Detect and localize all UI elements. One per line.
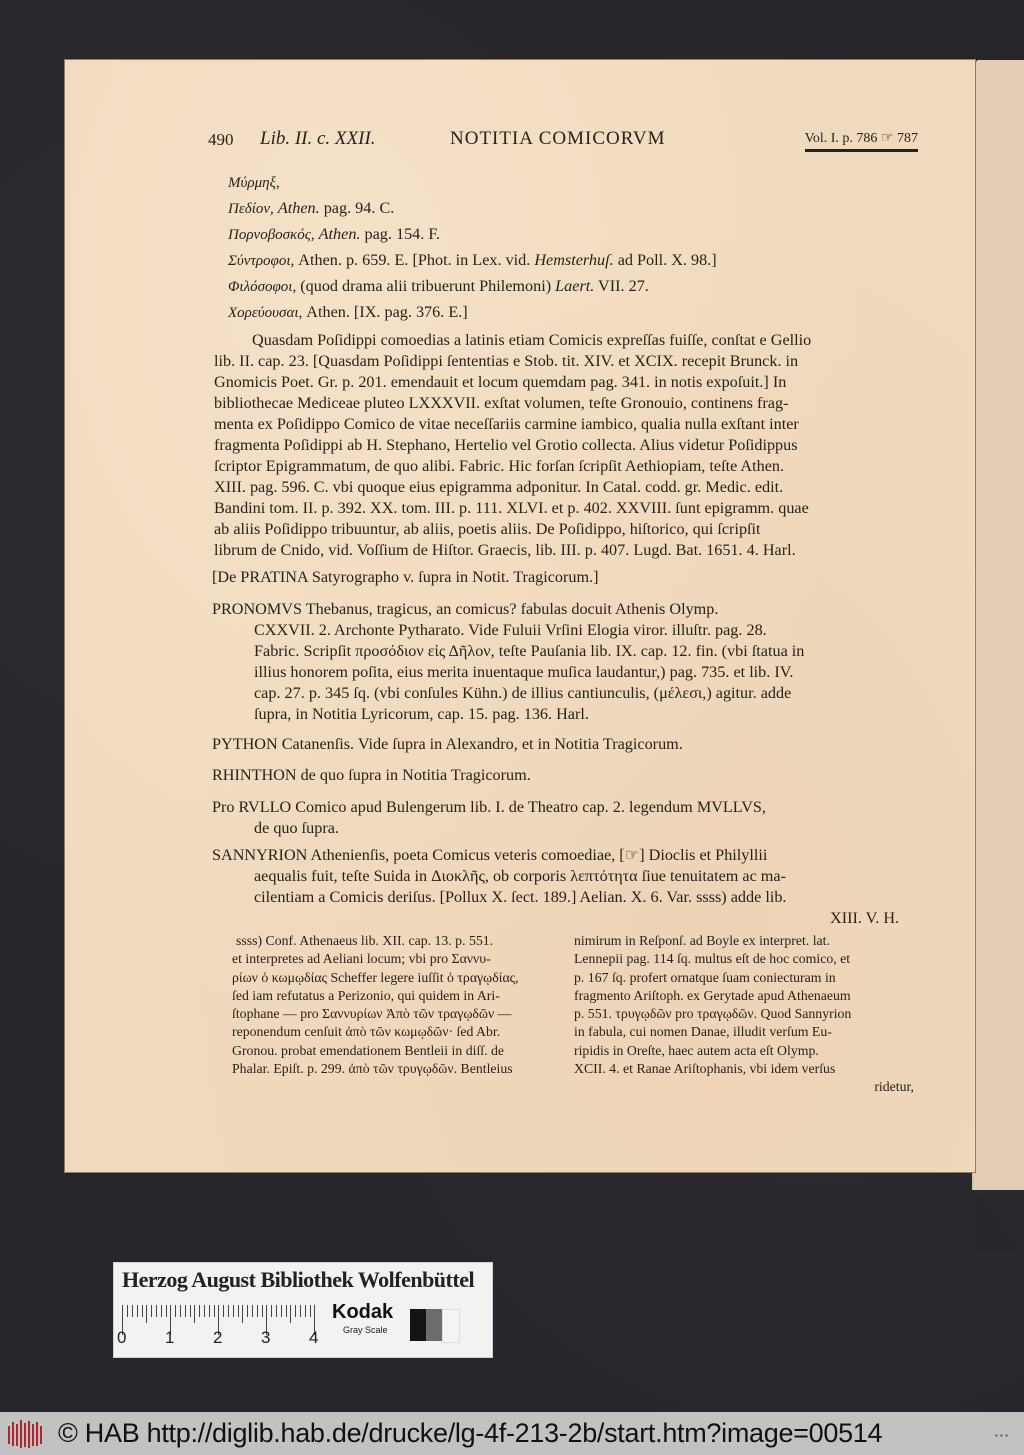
ruler-label: 3 xyxy=(261,1328,271,1347)
kodak-brand: Kodak xyxy=(332,1301,394,1323)
title-list-item: Χορεύουσαι, Athen. [IX. pag. 376. E.] xyxy=(228,303,468,321)
gray-scale-label: Gray Scale xyxy=(343,1325,388,1335)
page-header-title: NOTITIA COMICORVM xyxy=(450,128,666,149)
hab-logo-icon xyxy=(6,1418,46,1450)
title-list-item: Πορνοβοσκός, Athen. pag. 154. F. xyxy=(228,225,441,243)
page-number: 490 xyxy=(208,130,234,149)
institution-name: Herzog August Bibliothek Wolfenbüttel xyxy=(122,1267,475,1292)
volume-reference: Vol. I. p. 786 ☞ 787 xyxy=(805,130,918,152)
title-list-item: Φιλόσοφοι, (quod drama alii tribuerunt Philemoni) Laert. VII. 27. xyxy=(228,277,649,295)
entry-rhinthon: RHINTHON de quo ſupra in Notitia Tragicorum. xyxy=(212,766,531,784)
ruler-label: 4 xyxy=(309,1328,319,1347)
title-list-item: Μύρμηξ, xyxy=(228,175,280,191)
footer-mark: ▪ ▪ ▪ xyxy=(995,1431,1008,1440)
title-list-item: Πεδίον, Athen. pag. 94. C. xyxy=(228,199,395,217)
footnote-right-column: nimirum in Reſponſ. ad Boyle ex interpret. lat. Lennepii pag. 114 ſq. multus eſt de hoc comico, et p. 167 ſq. profert ornatque ſuam coniecturam in fragmento Ariſtoph. ex Gerytade apud Athenaeum p. 551. τρυγῳδῶν pro τραγῳδῶν. Quod Sannyrion in fabula, cui nomen Danae, illudit verſum Eu- ripidis in Oreſte, haec autem acta eſt Olymp. XCII. 4. et Ranae Ariſtophanis, vbi idem verſus ridetur, xyxy=(574,933,914,1095)
book-reference: Lib. II. c. XXII. xyxy=(260,128,376,149)
ruler-label: 0 xyxy=(117,1328,127,1347)
ruler-label: 2 xyxy=(213,1328,223,1347)
viewer-footer-bar xyxy=(0,1412,1024,1455)
footnote-left-column: ssss) Conf. Athenaeus lib. XII. cap. 13. p. 551. et interpretes ad Aeliani locum; vbi pro Σαννυ- ρίων ὁ κωμῳδίας Scheffer legere iuſſit ὁ τραγῳδίας, ſed iam refutatus a Perizonio, qui quidem in Ari- ſtophane — pro Σαννυρίων Ἀπὸ τῶν τραγῳδῶν — reponendum cenſuit ἀπὸ τῶν κωμῳδῶν· ſed Abr. Gronou. probat emendationem Bentleii in diſſ. de Phalar. Epiſt. p. 299. ἀπὸ τῶν τρυγῳδῶν. Bentleius xyxy=(232,933,519,1077)
running-head xyxy=(208,128,918,156)
gray-swatch-mid xyxy=(426,1309,442,1341)
title-list-item: Σύντροφοι, Athen. p. 659. E. [Phot. in Lex. vid. Hemsterhuſ. ad Poll. X. 98.] xyxy=(228,251,717,269)
ruler-label: 1 xyxy=(165,1328,175,1347)
entry-pratina: [De PRATINA Satyrographo v. ſupra in Notit. Tragicorum.] xyxy=(212,568,599,586)
adjacent-page-edge xyxy=(972,60,1024,1190)
entry-python: PYTHON Catanenſis. Vide ſupra in Alexandro, et in Notitia Tragicorum. xyxy=(212,735,683,753)
library-color-card xyxy=(113,1262,493,1358)
gray-swatch-black xyxy=(410,1309,426,1341)
gray-swatch-white xyxy=(442,1309,460,1343)
source-url-text: © HAB http://diglib.hab.de/drucke/lg-4f-213-2b/start.htm?image=00514 xyxy=(58,1418,883,1448)
